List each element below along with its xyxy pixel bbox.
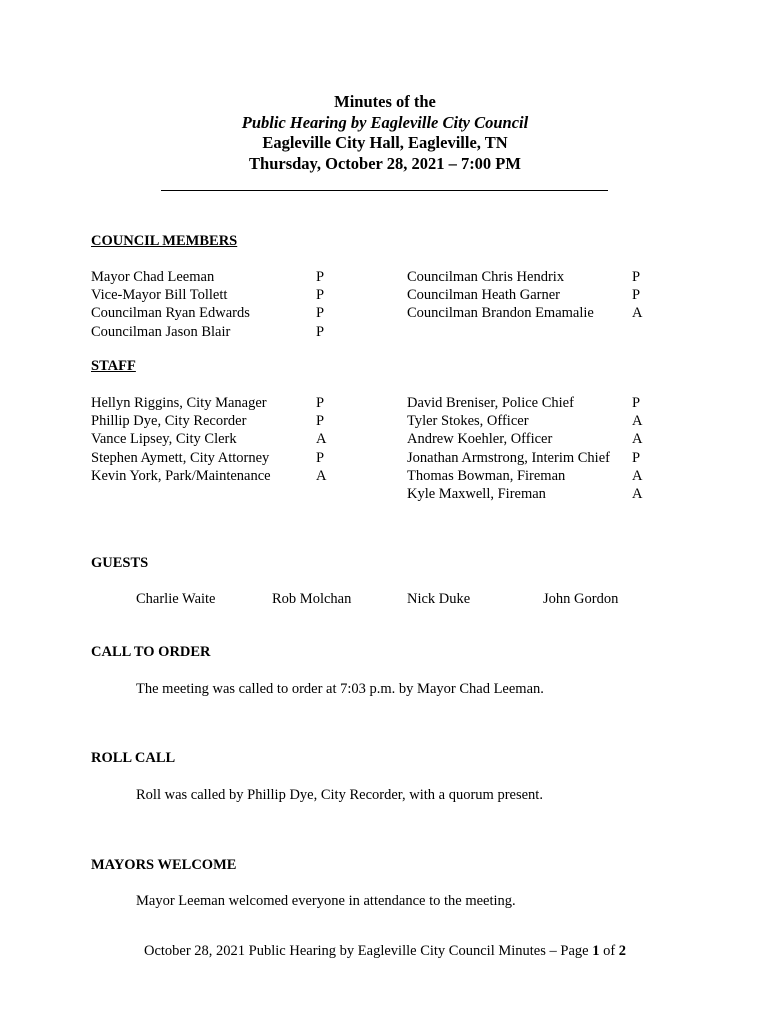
guest-name: Rob Molchan bbox=[272, 591, 352, 607]
guests-heading: GUESTS bbox=[91, 555, 149, 571]
attendance-status: P bbox=[632, 287, 641, 304]
mayors-welcome-heading: MAYORS WELCOME bbox=[91, 857, 237, 873]
council-member-name: Councilman Heath Garner bbox=[407, 287, 561, 304]
council-right-names bbox=[407, 268, 594, 323]
header-line-4: Thursday, October 28, 2021 – 7:00 PM bbox=[249, 153, 521, 173]
staff-left-names bbox=[91, 394, 271, 485]
staff-heading: STAFF bbox=[91, 358, 136, 374]
attendance-status: A bbox=[316, 467, 327, 484]
staff-member-name: Jonathan Armstrong, Interim Chief bbox=[407, 449, 610, 466]
council-member-name: Councilman Brandon Emamalie bbox=[407, 305, 594, 322]
header-divider bbox=[161, 190, 608, 191]
footer-text: October 28, 2021 Public Hearing by Eagleville City Council Minutes – Page bbox=[143, 943, 593, 959]
staff-member-name: Tyler Stokes, Officer bbox=[407, 413, 529, 430]
council-member-name: Councilman Jason Blair bbox=[91, 323, 231, 340]
staff-member-name: Vance Lipsey, City Clerk bbox=[91, 431, 237, 448]
attendance-status: A bbox=[632, 413, 643, 430]
attendance-status: P bbox=[316, 305, 325, 322]
council-right-status bbox=[632, 268, 642, 323]
roll-call-text: Roll was called by Phillip Dye, City Recorder, with a quorum present. bbox=[136, 787, 543, 803]
attendance-status: P bbox=[316, 323, 325, 340]
header-line-1: Minutes of the bbox=[334, 92, 436, 111]
staff-member-name: Hellyn Riggins, City Manager bbox=[91, 395, 267, 411]
attendance-status: P bbox=[632, 449, 641, 466]
staff-member-name: Stephen Aymett, City Attorney bbox=[91, 449, 270, 466]
council-left-names bbox=[91, 268, 250, 341]
footer-page-number: 1 bbox=[592, 943, 600, 959]
attendance-status: P bbox=[632, 269, 641, 285]
header-line-2: Public Hearing by Eagleville City Council bbox=[241, 112, 529, 132]
guest-name: Charlie Waite bbox=[136, 591, 216, 607]
council-member-name: Councilman Ryan Edwards bbox=[91, 305, 250, 322]
attendance-status: P bbox=[316, 395, 325, 411]
footer-of: of bbox=[599, 943, 619, 959]
council-left-status bbox=[316, 268, 324, 341]
staff-member-name: David Breniser, Police Chief bbox=[407, 395, 574, 411]
attendance-status: P bbox=[316, 269, 325, 285]
staff-right-names bbox=[407, 394, 610, 503]
attendance-status: A bbox=[632, 467, 643, 484]
attendance-status: P bbox=[316, 413, 325, 430]
staff-member-name: Kyle Maxwell, Fireman bbox=[407, 486, 546, 503]
attendance-status: A bbox=[632, 305, 643, 322]
header-line-3: Eagleville City Hall, Eagleville, TN bbox=[262, 133, 508, 152]
staff-right-status bbox=[632, 394, 642, 503]
staff-member-name: Kevin York, Park/Maintenance bbox=[91, 467, 271, 484]
guest-name: Nick Duke bbox=[407, 591, 471, 607]
document-header bbox=[0, 92, 770, 174]
attendance-status: A bbox=[632, 431, 643, 448]
attendance-status: P bbox=[632, 395, 641, 411]
call-to-order-heading: CALL TO ORDER bbox=[91, 644, 211, 660]
staff-member-name: Phillip Dye, City Recorder bbox=[91, 413, 247, 430]
staff-left-status bbox=[316, 394, 326, 485]
page-footer bbox=[0, 943, 770, 960]
mayors-welcome-text: Mayor Leeman welcomed everyone in attendance to the meeting. bbox=[136, 893, 516, 909]
council-members-heading: COUNCIL MEMBERS bbox=[91, 233, 238, 249]
attendance-status: A bbox=[316, 431, 327, 448]
roll-call-heading: ROLL CALL bbox=[91, 750, 176, 766]
guest-name: John Gordon bbox=[543, 591, 619, 607]
council-member-name: Mayor Chad Leeman bbox=[91, 269, 215, 285]
staff-member-name: Thomas Bowman, Fireman bbox=[407, 467, 566, 484]
council-member-name: Vice-Mayor Bill Tollett bbox=[91, 287, 228, 304]
attendance-status: A bbox=[632, 486, 643, 503]
attendance-status: P bbox=[316, 287, 325, 304]
attendance-status: P bbox=[316, 449, 325, 466]
staff-member-name: Andrew Koehler, Officer bbox=[407, 431, 553, 448]
council-member-name: Councilman Chris Hendrix bbox=[407, 269, 565, 285]
footer-page-total: 2 bbox=[618, 943, 627, 959]
call-to-order-text: The meeting was called to order at 7:03 p.m. by Mayor Chad Leeman. bbox=[136, 681, 544, 697]
